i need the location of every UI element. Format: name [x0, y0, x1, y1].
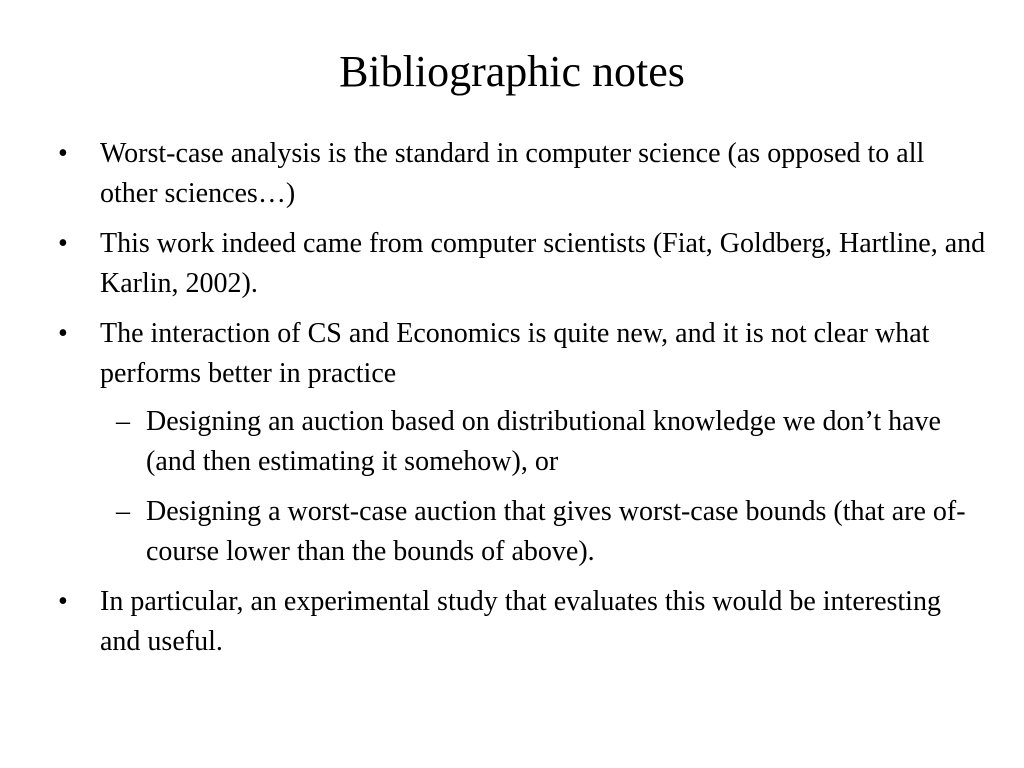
sub-bullet-marker: – [116, 496, 130, 527]
bullet-text: This work indeed came from computer scientists (Fiat, Goldberg, Hartline, and Karlin, 2002). [100, 228, 986, 299]
sub-bullet-text: Designing an auction based on distributional knowledge we don’t have (and then estimating it somehow), or [146, 406, 941, 477]
bullet-marker: • [58, 318, 68, 349]
sub-bullet-item [100, 402, 988, 482]
bullet-item [58, 224, 988, 304]
bullet-text: In particular, an experimental study that evaluates this would be interesting and useful. [100, 586, 941, 657]
bullet-item [58, 582, 988, 662]
bullet-marker: • [58, 586, 68, 617]
sub-bullet-item [100, 492, 988, 572]
bullet-text: The interaction of CS and Economics is quite new, and it is not clear what performs better in practice [100, 318, 930, 389]
slide-title: Bibliographic notes [339, 47, 685, 96]
bullet-marker: • [58, 228, 68, 259]
bullet-marker: • [58, 138, 68, 169]
bullet-item [58, 314, 988, 572]
sub-bullet-text: Designing a worst-case auction that gives worst-case bounds (that are of-course lower than the bounds of above). [146, 496, 966, 567]
bullet-text: Worst-case analysis is the standard in computer science (as opposed to all other sciences…) [100, 138, 925, 209]
sub-bullet-list [100, 402, 988, 572]
bullet-list [58, 134, 988, 672]
sub-bullet-marker: – [116, 406, 130, 437]
bullet-item [58, 134, 988, 214]
